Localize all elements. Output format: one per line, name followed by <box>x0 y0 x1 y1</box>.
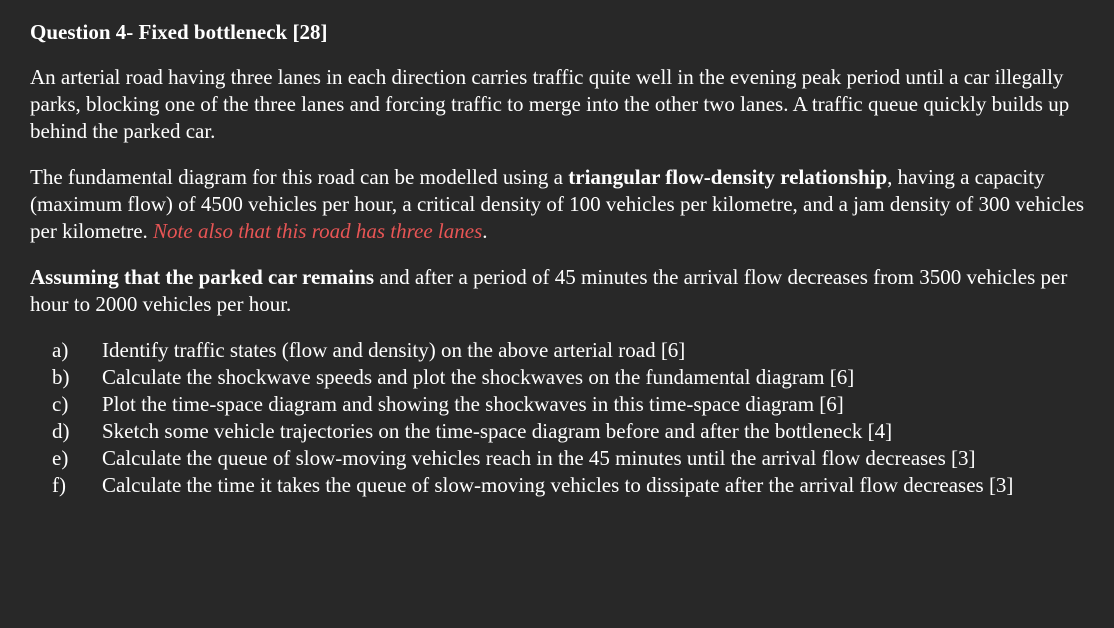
assumption-rest: and after a period of 45 minutes the arrival flow decreases from 3500 vehicles per hour to 2000 vehicles per hour. <box>30 265 1068 316</box>
list-item <box>52 364 1090 391</box>
list-item-text: Calculate the shockwave speeds and plot the shockwaves on the fundamental diagram [6] <box>102 365 855 389</box>
list-item-text: Calculate the queue of slow-moving vehicles reach in the 45 minutes until the arrival flow decreases [3] <box>102 446 976 470</box>
paragraph-scenario: An arterial road having three lanes in each direction carries traffic quite well in the evening peak period until a car illegally parks, blocking one of the three lanes and forcing traffic to merge into the other two lanes. A traffic queue quickly builds up behind the parked car. <box>30 65 1070 143</box>
list-item-text: Identify traffic states (flow and density) on the above arterial road [6] <box>102 338 686 362</box>
question-title: Question 4- Fixed bottleneck [28] <box>30 20 328 44</box>
list-marker: b) <box>52 365 70 389</box>
paragraph-fundamental-diagram-end: . <box>482 219 488 243</box>
list-item <box>52 418 1090 445</box>
list-item-text: Sketch some vehicle trajectories on the time-space diagram before and after the bottleneck [4] <box>102 419 893 443</box>
list-item <box>52 337 1090 364</box>
list-marker: a) <box>52 338 69 362</box>
list-item-text: Plot the time-space diagram and showing the shockwaves in this time-space diagram [6] <box>102 392 844 416</box>
list-item <box>52 445 1090 472</box>
paragraph-fundamental-diagram-lead: The fundamental diagram for this road can be modelled using a <box>30 165 569 189</box>
three-lanes-note: Note also that this road has three lanes <box>153 219 483 243</box>
list-marker: e) <box>52 446 69 470</box>
document-page <box>30 18 1090 499</box>
assumption-bold: Assuming that the parked car remains <box>30 265 374 289</box>
list-marker: c) <box>52 392 69 416</box>
sub-question-list <box>30 337 1090 499</box>
list-item <box>52 391 1090 418</box>
list-item <box>52 472 1090 499</box>
list-marker: d) <box>52 419 70 443</box>
triangular-relationship-bold: triangular flow-density relationship <box>568 165 888 189</box>
list-marker: f) <box>52 473 66 497</box>
paragraph-assumption <box>30 264 1090 318</box>
paragraph-fundamental-diagram <box>30 164 1090 245</box>
list-item-text: Calculate the time it takes the queue of slow-moving vehicles to dissipate after the arrival flow decreases [3] <box>102 473 1014 497</box>
paragraph-fundamental-diagram-rest: , having a capacity (maximum flow) of 4500 vehicles per hour, a critical density of 100 vehicles per kilometre, and a jam density of 300 vehicles per kilometre. <box>30 165 1085 243</box>
